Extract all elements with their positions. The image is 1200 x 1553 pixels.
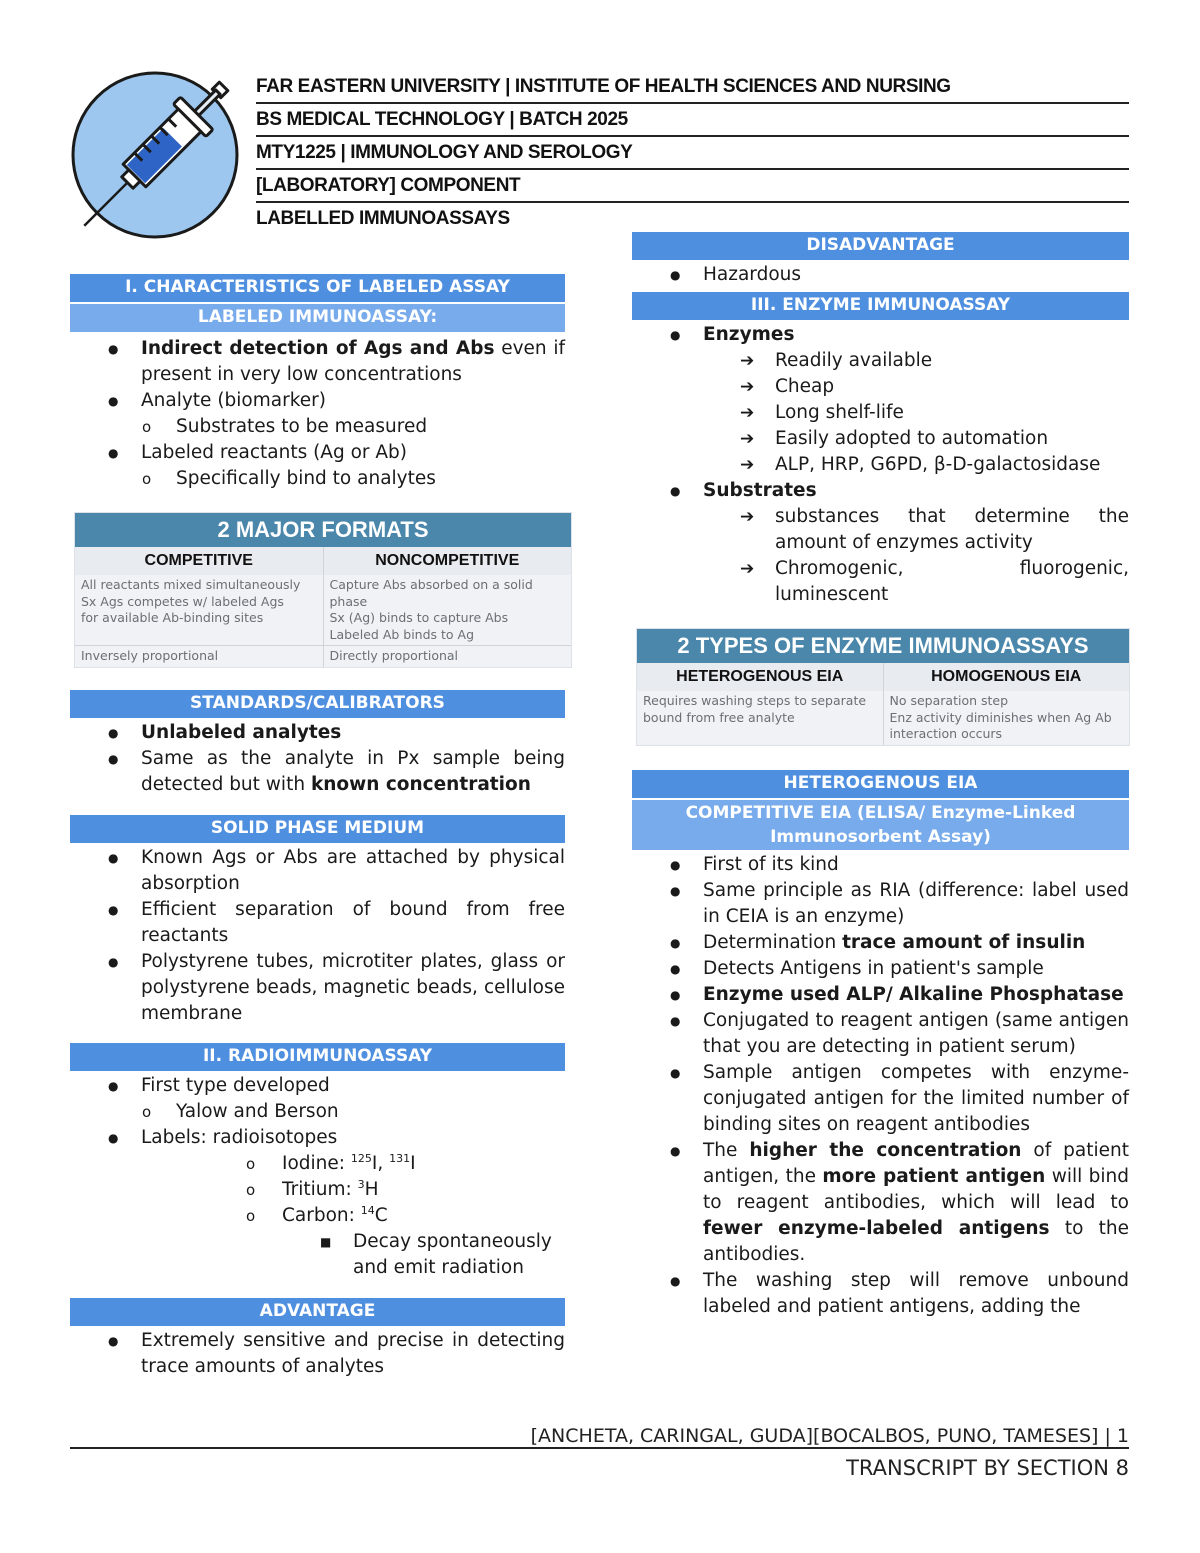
list-item: ● Conjugated to reagent antigen (same antigen that you are detecting in patient serum) xyxy=(632,1008,1129,1060)
left-column xyxy=(70,274,565,1380)
list-item: ● Known Ags or Abs are attached by physical absorption xyxy=(70,845,565,897)
list-item: ● Same principle as RIA (difference: label used in CEIA is an enzyme) xyxy=(632,878,1129,930)
section-heading: I. CHARACTERISTICS OF LABELED ASSAY xyxy=(70,274,565,302)
section-heading: III. ENZYME IMMUNOASSAY xyxy=(632,292,1129,320)
table-header: NONCOMPETITIVE xyxy=(323,547,572,575)
table-cell: No separation step Enz activity diminishes when Ag Ab interaction occurs xyxy=(883,691,1130,745)
bullet-list xyxy=(70,1328,565,1380)
list-item: ● Indirect detection of Ags and Abs even if present in very low concentrations xyxy=(70,336,565,388)
list-item: ● Unlabeled analytes xyxy=(70,720,565,746)
table-header: HETEROGENOUS EIA xyxy=(637,663,883,691)
table-title: 2 MAJOR FORMATS xyxy=(75,513,571,547)
list-item: ● Labeled reactants (Ag or Ab) xyxy=(70,440,565,466)
list-item: ● The higher the concentration of patient antigen, the more patient antigen will bind to reagent antibodies, which will lead to fewer enzyme-labeled antigens to the antibodies. xyxy=(632,1138,1129,1268)
bullet-list xyxy=(632,322,1129,608)
bullet-list xyxy=(70,336,565,492)
bullet-list xyxy=(70,1073,565,1281)
list-item: ● Enzymes xyxy=(632,322,1129,348)
bullet-list xyxy=(70,720,565,798)
list-item: ● Extremely sensitive and precise in detecting trace amounts of analytes xyxy=(70,1328,565,1380)
table-header: HOMOGENOUS EIA xyxy=(883,663,1130,691)
header-divider xyxy=(256,201,1129,203)
list-item: ➔ ALP, HRP, G6PD, β-D-galactosidase xyxy=(632,452,1129,478)
header-divider xyxy=(256,102,1129,104)
list-item: ● Analyte (biomarker) xyxy=(70,388,565,414)
list-item: ➔ Chromogenic, fluorogenic, luminescent xyxy=(632,556,1129,608)
eia-types-table xyxy=(636,628,1130,746)
table-cell: All reactants mixed simultaneously Sx Ags competes w/ labeled Ags for available Ab-binding sites xyxy=(81,577,301,625)
list-item: ➔ substances that determine the amount of enzymes activity xyxy=(632,504,1129,556)
section-heading: SOLID PHASE MEDIUM xyxy=(70,815,565,843)
list-item: ● First type developed xyxy=(70,1073,565,1099)
header-divider xyxy=(256,168,1129,170)
list-item: ● First of its kind xyxy=(632,852,1129,878)
list-item: ● Hazardous xyxy=(632,262,1129,288)
list-item: o Specifically bind to analytes xyxy=(70,466,565,492)
section-heading: STANDARDS/CALIBRATORS xyxy=(70,690,565,718)
list-item: o Iodine: $^{125}$I, $^{131}$I xyxy=(70,1151,565,1177)
subsection-heading: LABELED IMMUNOASSAY: xyxy=(70,304,565,332)
list-item: ● Determination trace amount of insulin xyxy=(632,930,1129,956)
list-item: ● The washing step will remove unbound labeled and patient antigens, adding the xyxy=(632,1268,1129,1320)
bullet-list xyxy=(70,845,565,1027)
section-heading: II. RADIOIMMUNOASSAY xyxy=(70,1043,565,1071)
bullet-list xyxy=(632,262,1129,288)
header-component: [LABORATORY] COMPONENT xyxy=(256,175,521,196)
list-item: ■ Decay spontaneously and emit radiation xyxy=(70,1229,565,1281)
page-title: LABELLED IMMUNOASSAYS xyxy=(256,208,510,229)
list-item: ➔ Readily available xyxy=(632,348,1129,374)
list-item: ● Same as the analyte in Px sample being detected but with known concentration xyxy=(70,746,565,798)
section-heading: ADVANTAGE xyxy=(70,1298,565,1326)
footer-transcript: TRANSCRIPT BY SECTION 8 xyxy=(846,1456,1129,1480)
table-title: 2 TYPES OF ENZYME IMMUNOASSAYS xyxy=(637,629,1129,663)
header-program: BS MEDICAL TECHNOLOGY | BATCH 2025 xyxy=(256,109,628,130)
right-column xyxy=(632,232,1129,1320)
list-item: o Tritium: $^3$H xyxy=(70,1177,565,1203)
section-heading: DISADVANTAGE xyxy=(632,232,1129,260)
list-item: ➔ Long shelf-life xyxy=(632,400,1129,426)
list-item: ● Enzyme used ALP/ Alkaline Phosphatase xyxy=(632,982,1129,1008)
list-item: o Substrates to be measured xyxy=(70,414,565,440)
footer-authors: [ANCHETA, CARINGAL, GUDA][BOCALBOS, PUNO, TAMESES] | 1 xyxy=(530,1425,1129,1447)
list-item: ● Substrates xyxy=(632,478,1129,504)
footer-divider xyxy=(70,1447,1129,1449)
list-item: ● Polystyrene tubes, microtiter plates, glass or polystyrene beads, magnetic beads, cellulose membrane xyxy=(70,949,565,1027)
list-item: o Carbon: $^{14}$C xyxy=(70,1203,565,1229)
subsection-heading: COMPETITIVE EIA (ELISA/ Enzyme-Linked Immunosorbent Assay) xyxy=(632,800,1129,850)
table-cell: Inversely proportional xyxy=(81,648,219,663)
list-item: ● Efficient separation of bound from free reactants xyxy=(70,897,565,949)
table-cell: Capture Abs absorbed on a solid phase Sx (Ag) binds to capture Abs Labeled Ab binds to Ag xyxy=(323,575,572,645)
major-formats-table xyxy=(74,512,572,668)
list-item: ➔ Cheap xyxy=(632,374,1129,400)
table-cell: Directly proportional xyxy=(323,646,572,667)
table-cell: Requires washing steps to separate bound from free analyte xyxy=(643,693,867,725)
list-item: ● Detects Antigens in patient's sample xyxy=(632,956,1129,982)
list-item: o Yalow and Berson xyxy=(70,1099,565,1125)
list-item: ● Sample antigen competes with enzyme-conjugated antigen for the limited number of binding sites on reagent antibodies xyxy=(632,1060,1129,1138)
section-heading: HETEROGENOUS EIA xyxy=(632,770,1129,798)
list-item: ● Labels: radioisotopes xyxy=(70,1125,565,1151)
syringe-icon xyxy=(70,70,240,240)
table-header: COMPETITIVE xyxy=(75,547,323,575)
header-course: MTY1225 | IMMUNOLOGY AND SEROLOGY xyxy=(256,142,633,163)
header-institution: FAR EASTERN UNIVERSITY | INSTITUTE OF HEALTH SCIENCES AND NURSING xyxy=(256,76,951,97)
bullet-list xyxy=(632,852,1129,1320)
header-divider xyxy=(256,135,1129,137)
list-item: ➔ Easily adopted to automation xyxy=(632,426,1129,452)
